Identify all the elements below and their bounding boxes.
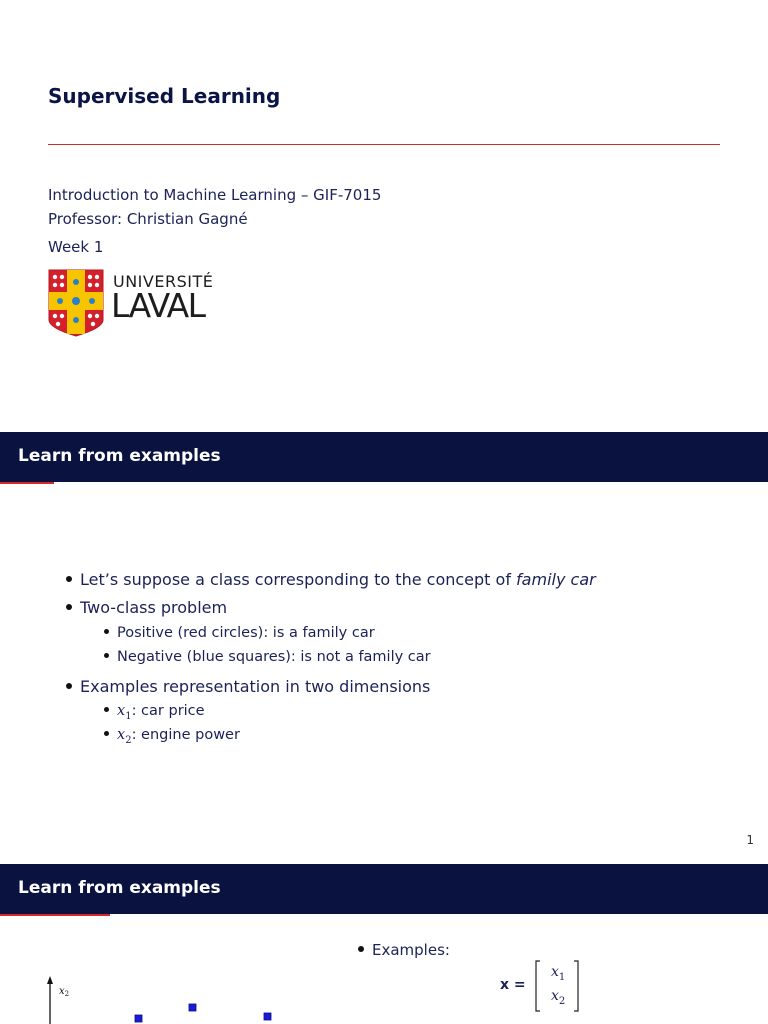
vector-component-x2: $x_2$ (551, 988, 566, 1007)
slide2-header-accent (0, 914, 110, 916)
logo-wordmark-main: LAVAL (111, 286, 205, 325)
bullet-text: Examples representation in two dimensions (80, 677, 431, 696)
bullet-dot-icon (358, 946, 364, 952)
subbullet-x1 (104, 703, 205, 722)
bullet-representation (66, 677, 430, 696)
bullet-two-class (66, 598, 227, 617)
bullet-emphasis: family car (516, 570, 596, 589)
y-axis-arrow-icon (47, 976, 53, 984)
slide1-title: Learn from examples (18, 446, 221, 466)
math-var: $x_2$ (117, 727, 132, 746)
bullet-dot-icon (104, 653, 109, 658)
math-var: $x_1$ (117, 703, 132, 722)
bullet-text: Positive (red circles): is a family car (117, 625, 375, 641)
bullet-dot-icon (66, 576, 72, 582)
title-slide (0, 0, 768, 432)
page-number: 1 (746, 833, 754, 847)
bullet-text: Negative (blue squares): is not a family car (117, 649, 431, 665)
scatter-plot (40, 970, 300, 1024)
course-name: Introduction to Machine Learning – GIF-7015 (48, 186, 382, 204)
slide1-header (0, 432, 768, 482)
week-label: Week 1 (48, 238, 104, 256)
bullet-text: Two-class problem (80, 598, 228, 617)
subbullet-x2 (104, 727, 240, 746)
presentation-title: Supervised Learning (48, 84, 281, 108)
bullet-text: : car price (131, 703, 205, 719)
negative-example-square (189, 1004, 196, 1011)
bullet-text: : engine power (131, 727, 240, 743)
negative-example-square (264, 1013, 271, 1020)
bullet-dot-icon (104, 629, 109, 634)
vector-lhs: x = (500, 977, 526, 993)
feature-vector (500, 958, 590, 1014)
bullet-examples (358, 941, 450, 959)
negative-example-square (135, 1015, 142, 1022)
universite-laval-logo (47, 268, 222, 338)
vector-component-x1: $x_1$ (551, 964, 566, 983)
bullet-dot-icon (66, 604, 72, 610)
logo-wordmark-top: UNIVERSITÉ (113, 272, 214, 291)
subbullet-positive (104, 625, 375, 641)
subbullet-negative (104, 649, 431, 665)
professor-name: Professor: Christian Gagné (48, 210, 248, 228)
slide2-title: Learn from examples (18, 878, 221, 898)
bullet-dot-icon (104, 707, 109, 712)
slide1-header-accent (0, 482, 54, 484)
bullet-dot-icon (66, 683, 72, 689)
bullet-dot-icon (104, 731, 109, 736)
bullet-family-car (66, 570, 596, 589)
bullet-text: Let’s suppose a class corresponding to the concept of (80, 570, 517, 589)
laval-shield-icon (47, 268, 105, 338)
title-divider (48, 144, 720, 145)
slide2-header (0, 864, 768, 914)
y-axis-label: $x_2$ (59, 986, 70, 998)
bullet-text: Examples: (372, 941, 450, 959)
